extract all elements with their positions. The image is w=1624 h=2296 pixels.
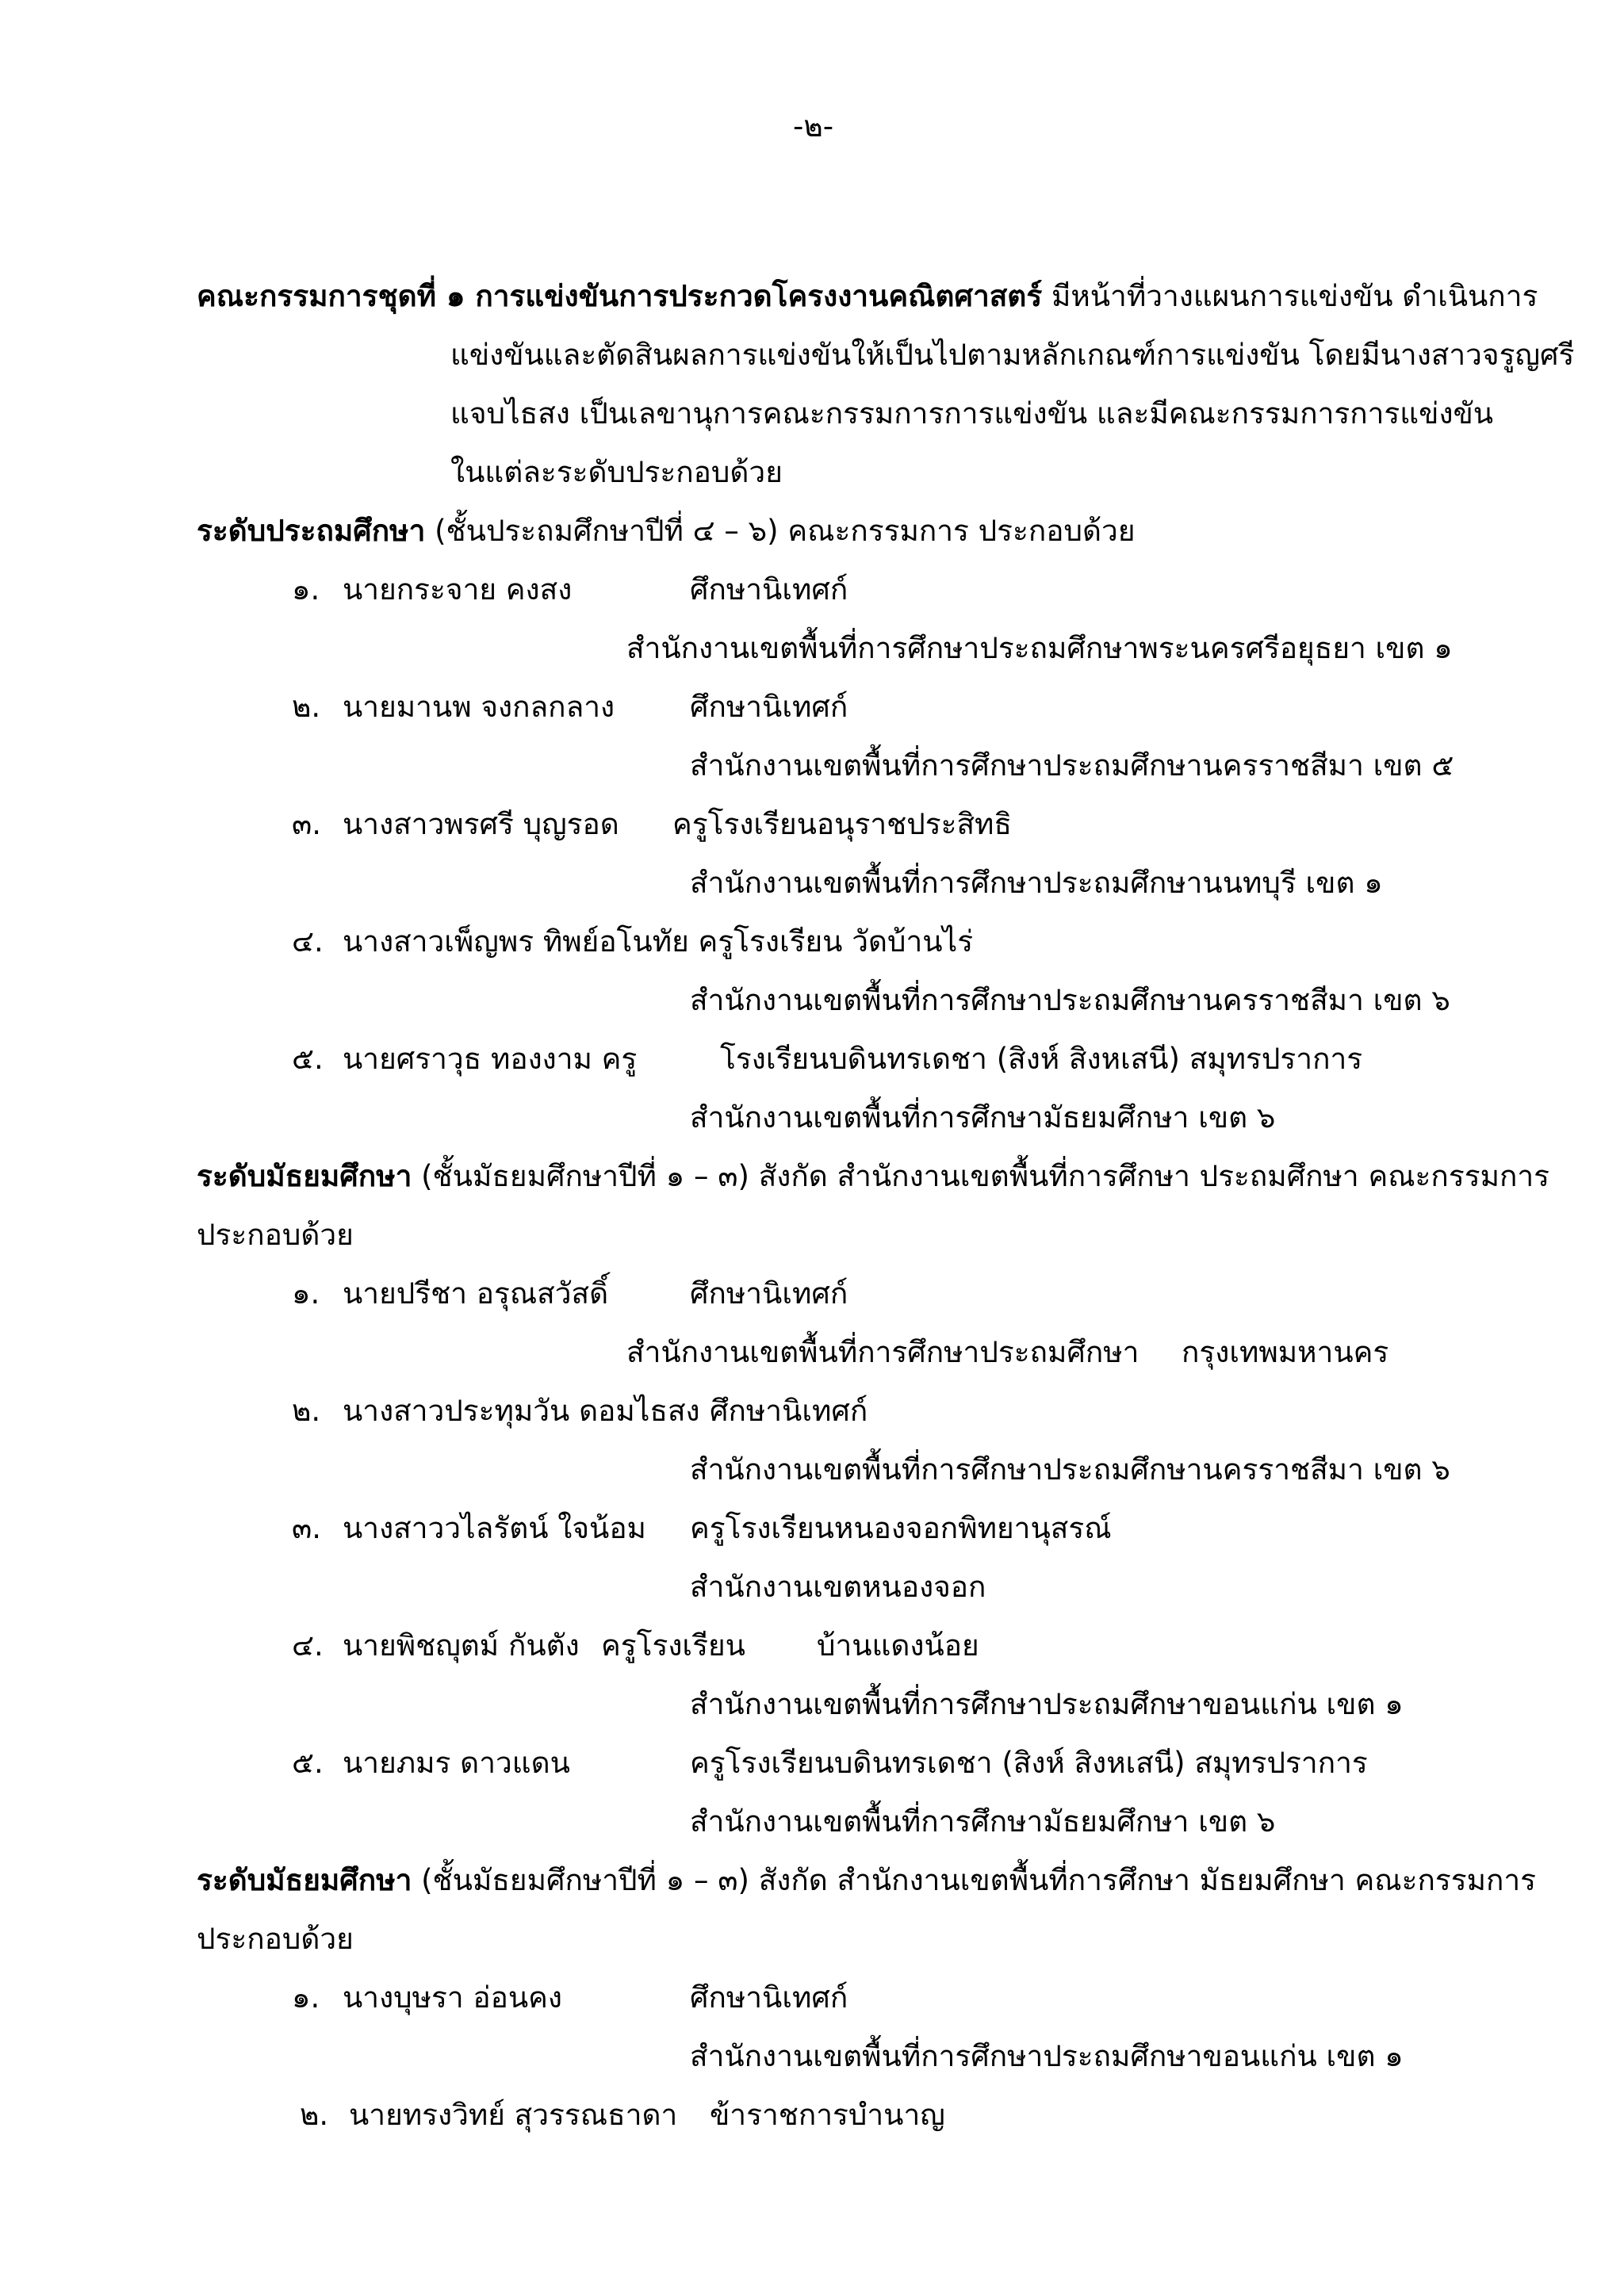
member-no: ๑. [292, 1276, 320, 1311]
member-no: ๑. [292, 1980, 320, 2015]
member-no: ๔. [292, 1628, 324, 1663]
member-no: ๓. [292, 807, 322, 841]
secondary1-level-heading [197, 1156, 1549, 1197]
primary-level-desc: (ชั้นประถมศึกษาปีที่ ๔ – ๖) คณะกรรมการ ประกอบด้วย [425, 514, 1136, 548]
intro-line-4: ในแต่ละระดับประกอบด้วย [450, 455, 783, 489]
member-office: สำนักงานเขตพื้นที่การศึกษาประถมศึกษาพระนครศรีอยุธยา เขต ๑ [626, 631, 1453, 665]
member-name: นายทรงวิทย์ สุวรรณธาดา [349, 2098, 678, 2132]
member-office: สำนักงานเขตพื้นที่การศึกษาประถมศึกษานนทบุรี เขต ๑ [690, 866, 1383, 900]
member-position: ครูโรงเรียน [601, 1628, 745, 1663]
member-school: บ้านแดงน้อย [817, 1628, 979, 1663]
member-office: สำนักงานเขตพื้นที่การศึกษาประถมศึกษานครราชสีมา เขต ๕ [690, 748, 1454, 783]
secondary2-level-desc-2: ประกอบด้วย [197, 1922, 354, 1956]
member-position: ศึกษานิเทศก์ [690, 1276, 848, 1311]
member-name: นายภมร ดาวแดน [343, 1746, 570, 1780]
member-office: สำนักงานเขตพื้นที่การศึกษาประถมศึกษาขอนแก่น เขต ๑ [690, 2039, 1404, 2073]
member-position: ศึกษานิเทศก์ [690, 1980, 848, 2015]
member-name: นางสาววไลรัตน์ ใจน้อม [343, 1511, 646, 1545]
member-position: ศึกษานิเทศก์ [710, 1394, 868, 1428]
intro-line-3: แจบไธสง เป็นเลขานุการคณะกรรมการการแข่งขัน และมีคณะกรรมการการแข่งขัน [450, 396, 1494, 430]
member-office: สำนักงานเขตพื้นที่การศึกษาประถมศึกษานครราชสีมา เขต ๖ [690, 1452, 1450, 1487]
member-name: นางบุษรา อ่อนคง [343, 1980, 562, 2015]
intro-line-2: แข่งขันและตัดสินผลการแข่งขันให้เป็นไปตามหลักเกณฑ์การแข่งขัน โดยมีนางสาวจรูญศรี [450, 338, 1575, 372]
member-no: ๕. [292, 1042, 324, 1076]
member-no: ๒. [292, 1394, 321, 1428]
member-no: ๔. [292, 924, 324, 959]
committee-heading: คณะกรรมการชุดที่ ๑ การแข่งขันการประกวดโครงงานคณิตศาสตร์ [197, 279, 1043, 313]
member-name: นางสาวเพ็ญพร ทิพย์อโนทัย ครูโรงเรียน วัดบ้านไร่ [343, 924, 974, 959]
intro-line-1-rest: มีหน้าที่วางแผนการแข่งขัน ดำเนินการ [1042, 279, 1538, 313]
member-office: สำนักงานเขตพื้นที่การศึกษามัธยมศึกษา เขต ๖ [690, 1100, 1276, 1135]
member-name: นายปรีชา อรุณสวัสดิ์ [343, 1276, 609, 1311]
member-position: ศึกษานิเทศก์ [690, 572, 848, 607]
member-no: ๒. [300, 2098, 329, 2132]
member-position: ข้าราชการบำนาญ [710, 2098, 945, 2132]
member-name: นายมานพ จงกลกลาง [343, 690, 615, 724]
secondary1-level-label: ระดับมัธยมศึกษา [197, 1159, 412, 1193]
page-number: -๒- [793, 109, 834, 144]
member-name: นายศราวุธ ทองงาม ครู [343, 1042, 638, 1076]
secondary2-level-label: ระดับมัธยมศึกษา [197, 1863, 412, 1897]
secondary2-level-heading [197, 1860, 1536, 1901]
member-office: สำนักงานเขตพื้นที่การศึกษาประถมศึกษานครราชสีมา เขต ๖ [690, 983, 1450, 1017]
member-office: สำนักงานเขตพื้นที่การศึกษาประถมศึกษาขอนแก่น เขต ๑ [690, 1687, 1404, 1721]
member-name: นายกระจาย คงสง [343, 572, 573, 607]
member-position: โรงเรียนบดินทรเดชา (สิงห์ สิงหเสนี) สมุทรปราการ [720, 1042, 1363, 1076]
member-name: นางสาวประทุมวัน ดอมไธสง [343, 1394, 700, 1428]
member-office: สำนักงานเขตพื้นที่การศึกษามัธยมศึกษา เขต ๖ [690, 1804, 1276, 1839]
member-position: ครูโรงเรียนหนองจอกพิทยานุสรณ์ [690, 1511, 1112, 1545]
member-no: ๒. [292, 690, 321, 724]
primary-level-label: ระดับประถมศึกษา [197, 514, 426, 548]
member-office: สำนักงานเขตพื้นที่การศึกษาประถมศึกษา [626, 1335, 1139, 1369]
member-name: นายพิชญุตม์ กันตัง [343, 1628, 580, 1663]
member-position: ครูโรงเรียนบดินทรเดชา (สิงห์ สิงหเสนี) สมุทรปราการ [690, 1746, 1368, 1780]
member-no: ๑. [292, 572, 320, 607]
secondary1-level-desc: (ชั้นมัธยมศึกษาปีที่ ๑ – ๓) สังกัด สำนักงานเขตพื้นที่การศึกษา ประถมศึกษา คณะกรรมการ [412, 1159, 1550, 1193]
primary-level-heading [197, 511, 1136, 552]
member-position: ศึกษานิเทศก์ [690, 690, 848, 724]
secondary2-level-desc: (ชั้นมัธยมศึกษาปีที่ ๑ – ๓) สังกัด สำนักงานเขตพื้นที่การศึกษา มัธยมศึกษา คณะกรรมการ [412, 1863, 1537, 1897]
intro-line-1 [197, 276, 1538, 317]
member-position: ครูโรงเรียนอนุราชประสิทธิ [672, 807, 1012, 841]
member-office-area: กรุงเทพมหานคร [1182, 1335, 1389, 1369]
member-office: สำนักงานเขตหนองจอก [690, 1570, 986, 1604]
member-name: นางสาวพรศรี บุญรอด [343, 807, 619, 841]
secondary1-level-desc-2: ประกอบด้วย [197, 1218, 354, 1252]
member-no: ๓. [292, 1511, 322, 1545]
member-no: ๕. [292, 1746, 324, 1780]
